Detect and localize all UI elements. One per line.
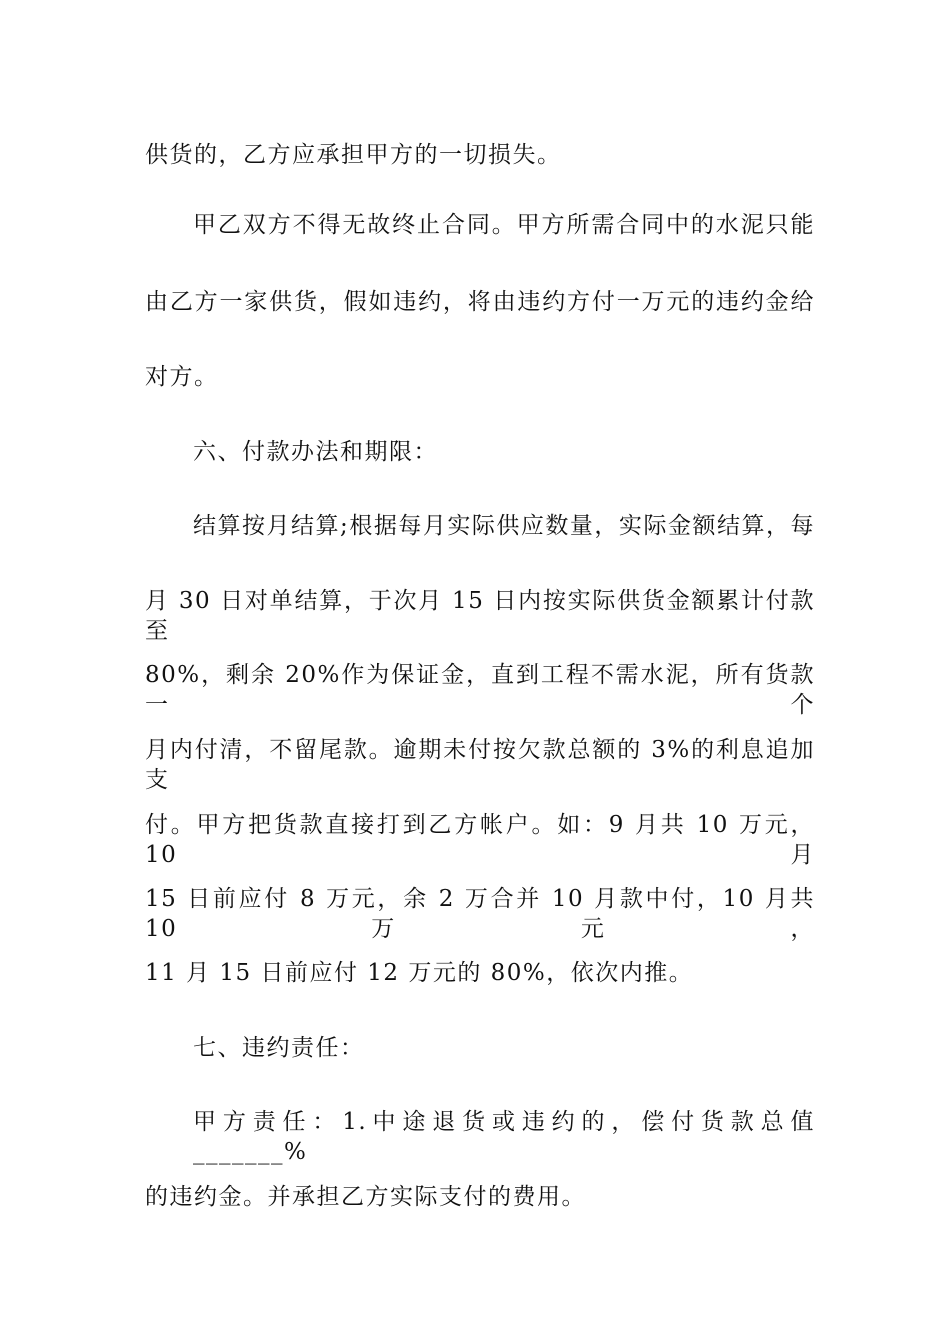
paragraph-line: 付。甲方把货款直接打到乙方帐户。如：9 月共 10 万元，10 月	[145, 812, 815, 868]
paragraph-line: 甲乙双方不得无故终止合同。甲方所需合同中的水泥只能	[193, 212, 815, 238]
paragraph-line: 供货的，乙方应承担甲方的一切损失。	[145, 142, 562, 168]
paragraph-line: 甲方责任：1.中途退货或违约的，偿付货款总值_______%	[193, 1109, 815, 1165]
paragraph-line: 80%，剩余 20%作为保证金，直到工程不需水泥，所有货款一个	[145, 662, 815, 718]
paragraph-line: 11 月 15 日前应付 12 万元的 80%，依次内推。	[145, 960, 694, 986]
paragraph-line: 对方。	[145, 364, 219, 390]
paragraph-line: 月内付清，不留尾款。逾期未付按欠款总额的 3%的利息追加支	[145, 737, 815, 793]
paragraph-line: 的违约金。并承担乙方实际支付的费用。	[145, 1184, 586, 1210]
section-heading: 七、违约责任：	[193, 1035, 365, 1061]
section-heading: 六、付款办法和期限：	[193, 439, 438, 465]
paragraph-line: 月 30 日对单结算，于次月 15 日内按实际供货金额累计付款至	[145, 588, 815, 644]
paragraph-line: 由乙方一家供货，假如违约，将由违约方付一万元的违约金给	[145, 289, 815, 315]
paragraph-line: 结算按月结算;根据每月实际供应数量，实际金额结算，每	[193, 513, 815, 539]
paragraph-line: 15 日前应付 8 万元，余 2 万合并 10 月款中付，10 月共 10 万元，	[145, 886, 815, 942]
